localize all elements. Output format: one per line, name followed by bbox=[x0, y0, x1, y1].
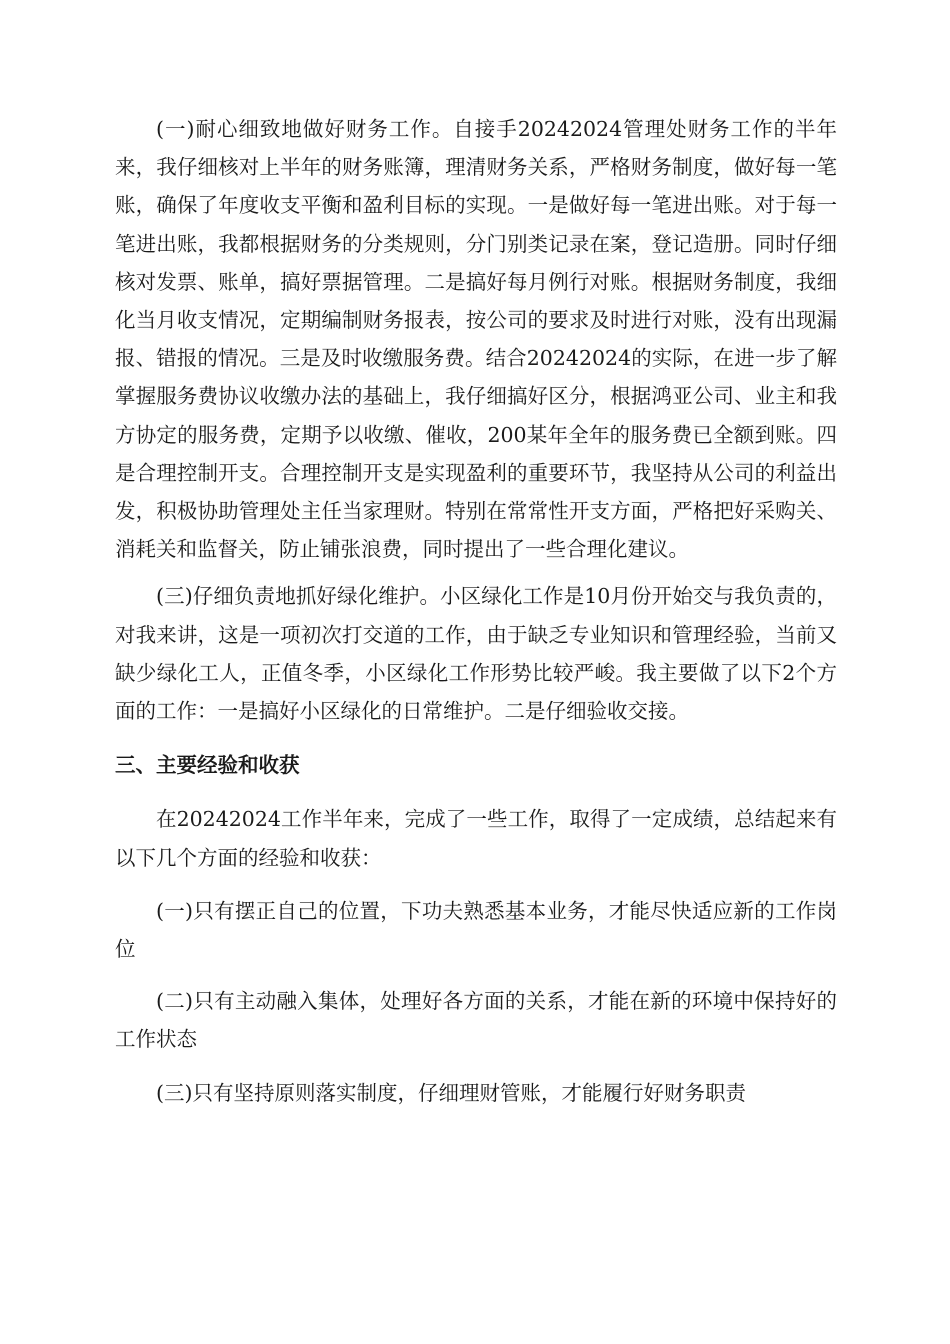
paragraph-experience-3: (三)只有坚持原则落实制度，仔细理财管账，才能履行好财务职责 bbox=[156, 1080, 746, 1105]
paragraph-experience-intro: 在20242024工作半年来，完成了一些工作，取得了一定成绩，总结起来有以下几个方面的经验和收获： bbox=[115, 807, 837, 870]
paragraph-greening-maintenance: (三)仔细负责地抓好绿化维护。小区绿化工作是10月份开始交与我负责的，对我来讲，这是一项初次打交道的工作，由于缺乏专业知识和管理经验，当前又缺少绿化工人，正值冬季，小区绿化工作形势比较严峻。我主要做了以下2个方面的工作：一是搞好小区绿化的日常维护。二是仔细验收交接。 bbox=[115, 584, 837, 724]
paragraph-experience-1: (一)只有摆正自己的位置，下功夫熟悉基本业务，才能尽快适应新的工作岗位 bbox=[115, 898, 837, 962]
document-page bbox=[115, 110, 837, 1112]
paragraph-experience-2: (二)只有主动融入集体，处理好各方面的关系，才能在新的环境中保持好的工作状态 bbox=[115, 989, 837, 1052]
section-heading-experience: 三、主要经验和收获 bbox=[115, 753, 300, 778]
paragraph-financial-work: (一)耐心细致地做好财务工作。自接手20242024管理处财务工作的半年来，我仔细核对上半年的财务账簿，理清财务关系，严格财务制度，做好每一笔账，确保了年度收支平衡和盈利目标的实现。一是做好每一笔进出账。对于每一笔进出账，我都根据财务的分类规则，分门别类记录在案，登记造册。同时仔细核对发票、账单，搞好票据管理。二是搞好每月例行对账。根据财务制度，我细化当月收支情况，定期编制财务报表，按公司的要求及时进行对账，没有出现漏报、错报的情况。三是及时收缴服务费。结合20242024的实际，在进一步了解掌握服务费协议收缴办法的基础上，我仔细搞好区分，根据鸿亚公司、业主和我方协定的服务费，定期予以收缴、催收，200某年全年的服务费已全额到账。四是合理控制开支。合理控制开支是实现盈利的重要环节，我坚持从公司的利益出发，积极协助管理处主任当家理财。特别在常常性开支方面，严格把好采购关、消耗关和监督关，防止铺张浪费，同时提出了一些合理化建议。 bbox=[115, 117, 837, 562]
